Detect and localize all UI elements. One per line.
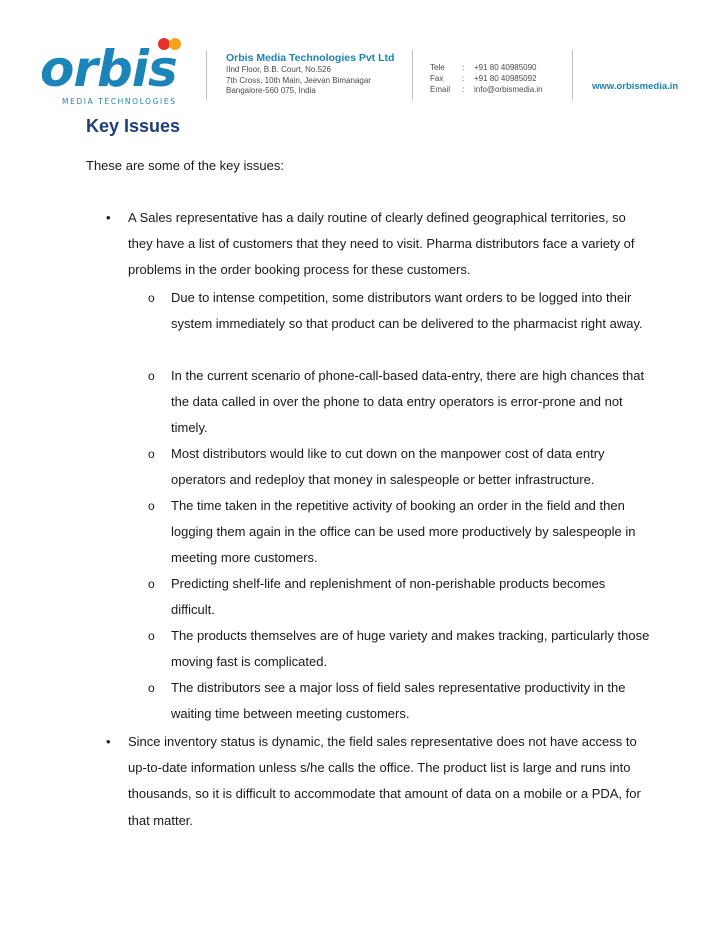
- address-line: 7th Cross, 10th Main, Jeevan Bimanagar: [226, 75, 371, 85]
- letterhead: [0, 0, 728, 110]
- sub-item-text: The distributors see a major loss of field sales representative productivity in the waiting time between meeting customers.: [171, 680, 626, 722]
- sub-list-item: [148, 571, 651, 623]
- sub-bullet-marker: o: [148, 577, 155, 591]
- intro-text: These are some of the key issues:: [86, 158, 284, 173]
- contact-value: info@orbismedia.in: [474, 85, 543, 94]
- sub-item-text: In the current scenario of phone-call-based data-entry, there are high chances that the data called in over the phone to data entry operators is error-prone and not timely.: [171, 368, 645, 436]
- contact-label: Tele: [430, 63, 445, 72]
- website-link[interactable]: www.orbismedia.in: [592, 81, 679, 92]
- sub-list-item: [148, 363, 651, 442]
- sub-item-text: Most distributors would like to cut down on the manpower cost of data entry operators and redeploy that money in salespeople or better infrastructure.: [171, 446, 605, 488]
- bullet-marker: •: [106, 210, 111, 225]
- bullet-text: A Sales representative has a daily routine of clearly defined geographical territories, so they have a list of customers that they need to visit. Pharma distributors face a variety of problems in the order booking process for these customers.: [128, 210, 635, 278]
- sub-item-text: The time taken in the repetitive activity of booking an order in the field and then logging them again in the office can be used more productively by salespeople in meeting more customers.: [171, 498, 636, 566]
- contact-separator: :: [462, 63, 465, 72]
- letterhead-divider: [572, 50, 573, 100]
- company-name: Orbis Media Technologies Pvt Ltd: [226, 52, 395, 64]
- section-heading: Key Issues: [86, 116, 181, 136]
- sub-bullet-marker: o: [148, 681, 155, 695]
- bullet-item: [106, 205, 648, 284]
- sub-item-text: Due to intense competition, some distributors want orders to be logged into their system immediately so that product can be delivered to the pharmacist right away.: [171, 290, 643, 332]
- sub-bullet-marker: o: [148, 291, 155, 305]
- logo-wordmark: orbis: [40, 40, 177, 98]
- address-line: IInd Floor, B.B. Court, No.526: [226, 65, 331, 74]
- company-address-block: [226, 52, 394, 97]
- company-logo: [40, 34, 190, 106]
- sub-bullet-marker: o: [148, 369, 155, 383]
- contact-row-fax: [430, 73, 543, 84]
- contact-row-tele: [430, 62, 543, 73]
- sub-list-item: [148, 493, 651, 572]
- contact-separator: :: [462, 85, 465, 94]
- address-line: Bangalore-560 075, India: [226, 86, 316, 95]
- bullet-item: [106, 729, 648, 834]
- sub-bullet-marker: o: [148, 447, 155, 461]
- contact-label: Email: [430, 85, 451, 94]
- logo-subtitle: MEDIA TECHNOLOGIES: [62, 97, 177, 106]
- contact-value: +91 80 40985092: [474, 74, 537, 83]
- sub-list-item: [148, 285, 651, 337]
- contact-row-email: [430, 84, 543, 95]
- letterhead-divider: [206, 50, 207, 100]
- sub-item-text: Predicting shelf-life and replenishment of non-perishable products becomes difficult.: [171, 576, 606, 618]
- sub-bullet-marker: o: [148, 629, 155, 643]
- contact-separator: :: [462, 74, 465, 83]
- sub-item-text: The products themselves are of huge variety and makes tracking, particularly those moving fast is complicated.: [171, 628, 650, 670]
- bullet-text: Since inventory status is dynamic, the field sales representative does not have access to up-to-date information unless s/he calls the office. The product list is large and runs into thousands, so it is difficult to accommodate that amount of data on a mobile or a PDA, for that matter.: [128, 734, 641, 828]
- bullet-marker: •: [106, 734, 111, 749]
- contact-label: Fax: [430, 74, 444, 83]
- sub-list-item: [148, 441, 651, 493]
- sub-bullet-marker: o: [148, 499, 155, 513]
- contact-block: [430, 62, 543, 95]
- letterhead-divider: [412, 50, 413, 100]
- sub-list-item: [148, 623, 651, 675]
- contact-value: +91 80 40985090: [474, 63, 537, 72]
- sub-list-item: [148, 675, 651, 727]
